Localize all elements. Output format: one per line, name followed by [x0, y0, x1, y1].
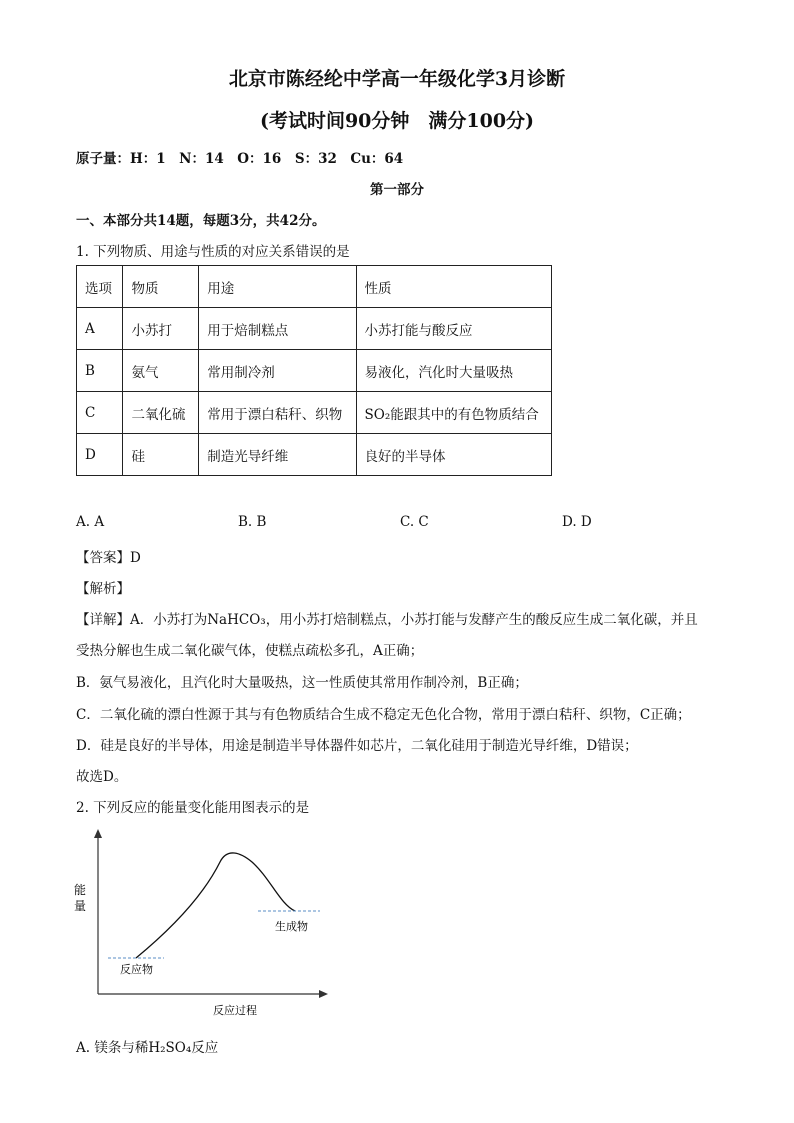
y-axis-arrow	[94, 829, 102, 838]
table-cell: 氨气	[123, 350, 199, 392]
detail-line: 受热分解也生成二氧化碳气体，使糕点疏松多孔，A正确；	[76, 643, 424, 659]
y-label-char: 能	[74, 883, 87, 897]
table-cell: SO₂能跟其中的有色物质结合	[356, 392, 551, 434]
table-row	[77, 308, 552, 350]
q1-option-a: A. A	[76, 514, 105, 530]
table-cell: A	[77, 308, 123, 350]
exam-subtitle: (考试时间90分钟 满分100分)	[259, 110, 535, 132]
reactant-label: 反应物	[120, 963, 153, 976]
part-title: 第一部分	[370, 182, 424, 198]
answer-label: 【答案】D	[76, 550, 141, 566]
table-cell: B	[77, 350, 123, 392]
page-title: 北京市陈经纶中学高一年级化学3月诊断	[228, 68, 566, 90]
y-label-char: 量	[74, 899, 87, 913]
q1-option-b: B. B	[238, 514, 267, 530]
table-cell: 制造光导纤维	[199, 434, 356, 476]
x-axis-label: 反应过程	[213, 1004, 257, 1017]
q2-stem: 2. 下列反应的能量变化能用图表示的是	[76, 800, 310, 816]
table-row	[77, 434, 552, 476]
table-header-cell: 物质	[123, 266, 199, 308]
analysis-label: 【解析】	[76, 581, 130, 597]
detail-line: 【详解】A．小苏打为NaHCO₃，用小苏打焙制糕点，小苏打能与发酵产生的酸反应生成二氧化碳，并且	[76, 612, 698, 628]
atomic-masses: 原子量：H：1 N：14 O：16 S：32 Cu：64	[76, 151, 404, 167]
table-cell: 二氧化硫	[123, 392, 199, 434]
table-cell: 易液化，汽化时大量吸热	[356, 350, 551, 392]
energy-curve	[136, 853, 295, 958]
q1-option-c: C. C	[400, 514, 429, 530]
detail-line: 故选D。	[76, 769, 128, 785]
detail-line: D．硅是良好的半导体，用途是制造半导体器件如芯片，二氧化硅用于制造光导纤维，D错误；	[76, 738, 638, 754]
table-cell: 小苏打能与酸反应	[356, 308, 551, 350]
x-axis-arrow	[319, 990, 328, 998]
product-label: 生成物	[275, 920, 308, 933]
q1-table	[76, 265, 552, 476]
table-header-cell: 性质	[356, 266, 551, 308]
section-intro: 一、本部分共14题，每题3分，共42分。	[76, 213, 326, 229]
table-cell: 硅	[123, 434, 199, 476]
detail-line: C．二氧化硫的漂白性源于其与有色物质结合生成不稳定无色化合物，常用于漂白秸秆、织物，C正确；	[76, 707, 691, 723]
table-header-row	[77, 266, 552, 308]
energy-diagram	[70, 826, 340, 1026]
table-cell: C	[77, 392, 123, 434]
q2-option-a: A. 镁条与稀H₂SO₄反应	[76, 1040, 219, 1056]
table-cell: 常用制冷剂	[199, 350, 356, 392]
table-row	[77, 392, 552, 434]
table-header-cell: 选项	[77, 266, 123, 308]
table-cell: 用于焙制糕点	[199, 308, 356, 350]
detail-line: B．氨气易液化，且汽化时大量吸热，这一性质使其常用作制冷剂，B正确；	[76, 675, 528, 691]
q1-stem: 1. 下列物质、用途与性质的对应关系错误的是	[76, 244, 350, 260]
table-cell: 常用于漂白秸秆、织物	[199, 392, 356, 434]
q1-option-d: D. D	[562, 514, 592, 530]
table-cell: D	[77, 434, 123, 476]
table-header-cell: 用途	[199, 266, 356, 308]
table-cell: 小苏打	[123, 308, 199, 350]
table-cell: 良好的半导体	[356, 434, 551, 476]
table-row	[77, 350, 552, 392]
